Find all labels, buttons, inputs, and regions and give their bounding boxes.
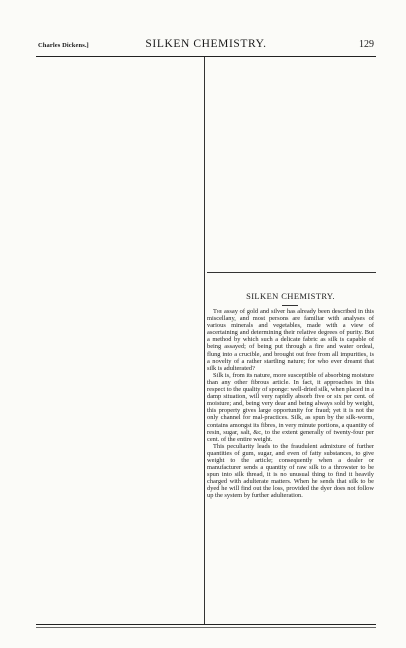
paragraph-1 (207, 308, 374, 372)
paragraph-text: Silk is, from its nature, more susceptible of absorbing moisture than any other fibrous article. In fact, it approaches in this respect to the quality of sponge: well-dried silk, when placed in a damp situation, will very rapidly absorb five or six per cent. of moisture; and, being very dear and being always sold by weight, this property gives large opportunity for fraud; yet it is not the only channel for mal-practices. Silk, as spun by the silk-worm, contains amongst its fibres, in very minute portions, a quantity of resin, sugar, salt, &c, to the extent generally of twenty-four per cent. of the entire weight. (207, 371, 374, 443)
running-head-author: Charles Dickens.] (38, 42, 89, 49)
article-title: SILKEN CHEMISTRY. (246, 291, 335, 301)
paragraph-text: assay of gold and silver has already been described in this miscellany, and most persons are familiar with analyses of various minerals and vegetables, made with a view of ascertaining and determining their relative degrees of purity. But a method by which such a delicate fabric as silk is capable of being assayed; of being put through a fire and water ordeal, flung into a crucible, and brought out free from all impurities, is a novelty of a rather startling nature; for who ever dreamt that silk is adulterated? (207, 308, 374, 372)
title-underline-rule (282, 305, 298, 306)
running-head (38, 38, 374, 54)
article-separator-rule (207, 272, 376, 273)
footer-rule-secondary (36, 627, 376, 628)
paragraph-lead: The (213, 308, 223, 315)
header-rule (36, 56, 376, 57)
paragraph-2 (207, 372, 374, 443)
article-body (207, 308, 374, 500)
running-head-title: SILKEN CHEMISTRY. (145, 38, 267, 50)
page-number: 129 (359, 39, 374, 50)
footer-rule (36, 624, 376, 625)
column-divider (204, 57, 205, 624)
paragraph-text: This peculiarity leads to the fraudulent admixture of further quantities of gum, sugar, and even of fatty substances, to give weight to the article; consequently when a dealer or manufacturer sends a quantity of raw silk to a throwster to be spun into silk thread, it is no unusual thing to find it heavily charged with adulterate matters. When he sends that silk to be dyed he will find out the loss, provided the dyer does not follow up the system by further adulteration. (207, 442, 374, 500)
paragraph-3 (207, 443, 374, 500)
